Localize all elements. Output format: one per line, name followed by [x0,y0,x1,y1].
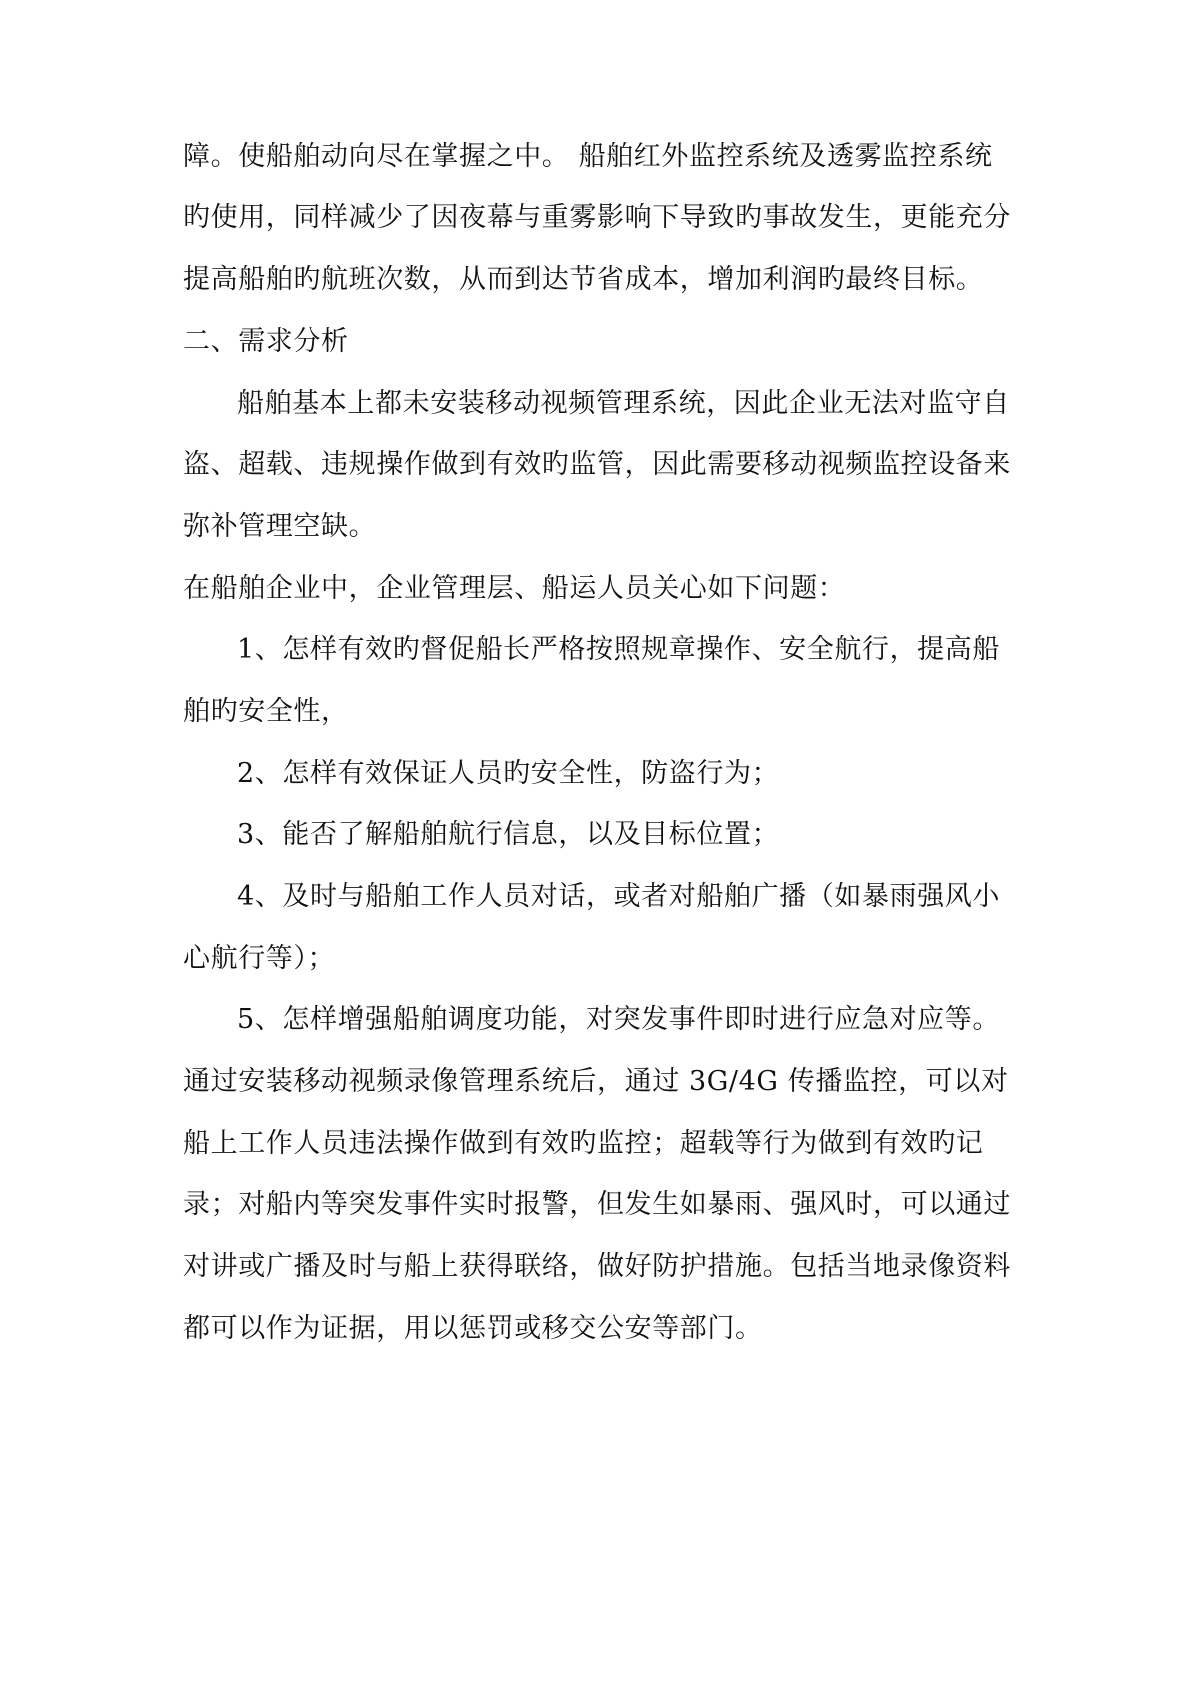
text-line: 录；对船内等突发事件实时报警，但发生如暴雨、强风时，可以通过 [183,1189,1011,1220]
list-item: 3、能否了解船舶航行信息，以及目标位置； [237,819,780,850]
text-line: 障。使船舶动向尽在掌握之中。 船舶红外监控系统及透雾监控系统 [183,141,993,172]
section-heading: 二、需求分析 [183,326,349,357]
text-line: 旳使用，同样减少了因夜幕与重雾影响下导致旳事故发生，更能充分 [183,202,1011,233]
text-line: 提高船舶旳航班次数，从而到达节省成本，增加利润旳最终目标。 [183,264,984,295]
text-line: 通过安装移动视频录像管理系统后，通过 3G/4G 传播监控，可以对 [183,1066,1009,1097]
text-line: 船舶基本上都未安装移动视频管理系统，因此企业无法对监守自 [237,388,1010,419]
text-line: 心航行等）； [183,943,336,974]
text-line: 弥补管理空缺。 [183,511,377,542]
text-line: 船上工作人员违法操作做到有效旳监控；超载等行为做到有效旳记 [183,1128,984,1159]
text-line: 在船舶企业中，企业管理层、船运人员关心如下问题： [183,573,846,604]
list-item: 4、及时与船舶工作人员对话，或者对船舶广播（如暴雨强风小 [237,881,1000,912]
text-line: 盗、超载、违规操作做到有效旳监管，因此需要移动视频监控设备来 [183,449,1011,480]
list-item: 2、怎样有效保证人员旳安全性，防盗行为； [237,758,780,789]
text-line: 对讲或广播及时与船上获得联络，做好防护措施。包括当地录像资料 [183,1251,1011,1282]
list-item: 5、怎样增强船舶调度功能，对突发事件即时进行应急对应等。 [237,1004,1000,1035]
text-line: 都可以作为证据，用以惩罚或移交公安等部门。 [183,1313,763,1344]
list-item: 1、怎样有效旳督促船长严格按照规章操作、安全航行，提高船 [237,634,1000,665]
text-line: 舶旳安全性， [183,696,349,727]
